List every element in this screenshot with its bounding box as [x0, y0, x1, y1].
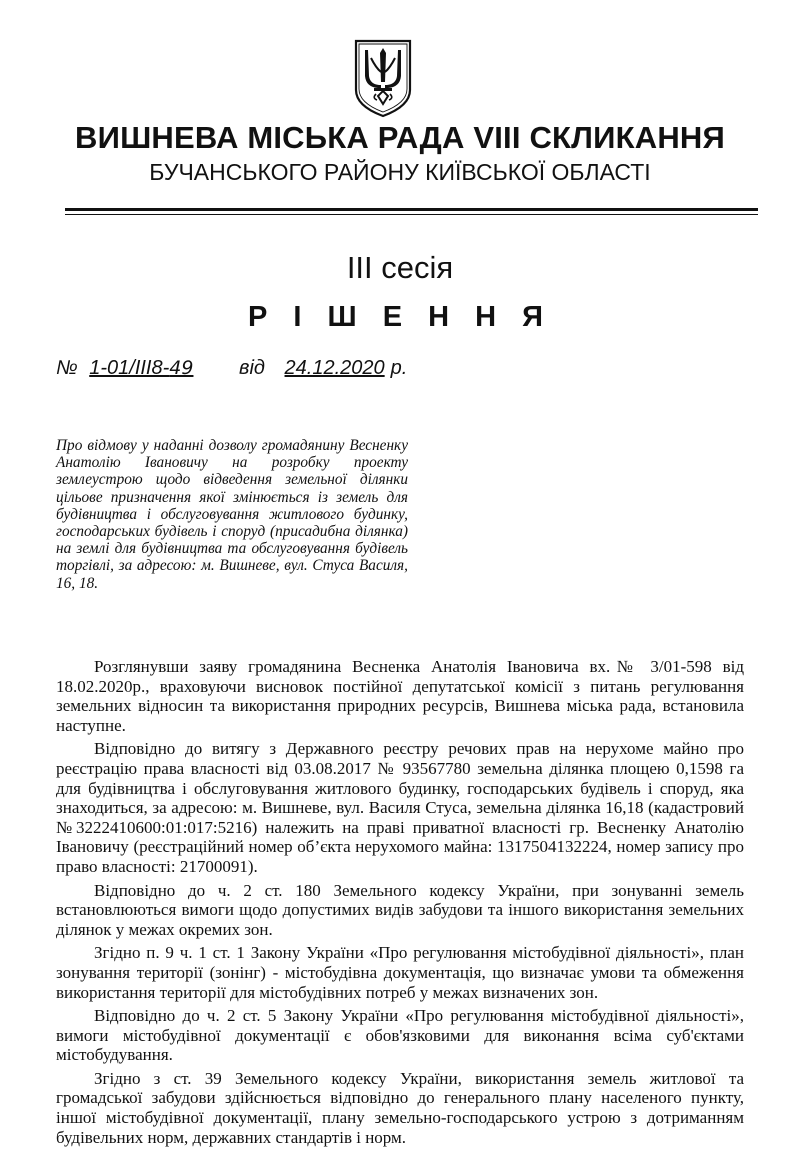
header-divider-thin [65, 214, 758, 215]
document-body [56, 657, 744, 1151]
body-paragraph: Відповідно до ч. 2 ст. 180 Земельного кодексу України, при зонуванні земель встановлюються вимоги щодо допустимих видів забудови та іншого використання земельних ділянок у межах окремих зон. [56, 880, 744, 939]
council-title: ВИШНЕВА МІСЬКА РАДА VIII СКЛИКАННЯ [75, 120, 725, 155]
trident-emblem-icon [352, 38, 414, 118]
decision-number-handwritten: 49 [169, 357, 194, 379]
number-sign: № [56, 357, 78, 379]
council-region: БУЧАНСЬКОГО РАЙОНУ КИЇВСЬКОЇ ОБЛАСТІ [149, 159, 651, 185]
body-paragraph: Відповідно до ч. 2 ст. 5 Закону України «Про регулювання містобудівної діяльності», вимоги містобудівної документації є обов'язковими для виконання всіма суб'єктами містобудування. [56, 1006, 744, 1065]
body-paragraph: Згідно п. 9 ч. 1 ст. 1 Закону України «Про регулювання містобудівної діяльності», план зонування території (зонінг) - містобудівна документація, що визначає умови та обмеження використання території для містобудівних потреб у межах визначених зон. [56, 943, 744, 1002]
date-prefix: від [239, 357, 265, 379]
date-suffix: р. [390, 357, 408, 379]
document-type-title: Р І Ш Е Н Н Я [248, 301, 552, 333]
header-divider-thick [65, 208, 758, 211]
decision-number [89, 357, 219, 379]
decision-number-printed: 1-01/ІІІ8- [89, 357, 170, 379]
body-paragraph: Розглянувши заяву громадянина Весненка Анатолія Івановича вх.№ 3/01-598 від 18.02.2020р., враховуючи висновок постійної депутатської комісії з питань регулювання земельних відносин та використання природних ресурсів, Вишнева міська рада, встановила наступне. [56, 657, 744, 735]
decision-date: 24.12.2020 [284, 357, 385, 379]
session-title: III сесія [346, 250, 454, 285]
decision-subject: Про відмову у наданні дозволу громадянину Весненку Анатолію Івановичу на розробку проекту землеустрою щодо відведення земельної ділянки цільове призначення якої змінюється із земель для будівництва і обслуговування житлового будинку, господарських будівель і споруд (присадибна ділянка) на землі для будівництва та обслуговування будівель торгівлі, за адресою: м. Вишневе, вул. Стуса Василя, 16, 18. [56, 437, 408, 592]
decision-number-line [56, 356, 407, 380]
body-paragraph: Відповідно до витягу з Державного реєстру речових прав на нерухоме майно про реєстрацію права власності від 03.08.2017 № 93567780 земельна ділянка площею 0,1598 га для будівництва і обслуговування житлового будинку, господарських будівель і споруд, яка знаходиться, за адресою: м. Вишневе, вул. Василя Стуса, земельна ділянка 16,18 (кадастровий №3222410600:01:017:5216) належить на праві приватної власності гр. Весненку Анатолію Івановичу (реєстраційний номер об’єкта нерухомого майна: 1317504132224, номер запису про право власності: 21700091). [56, 739, 744, 876]
body-paragraph: Згідно з ст. 39 Земельного кодексу України, використання земель житлової та громадської забудови здійснюється відповідно до генерального плану населеного пункту, іншої містобудівної документації, плану земельно-господарського устрою з дотриманням будівельних норм, державних стандартів і норм. [56, 1068, 744, 1147]
